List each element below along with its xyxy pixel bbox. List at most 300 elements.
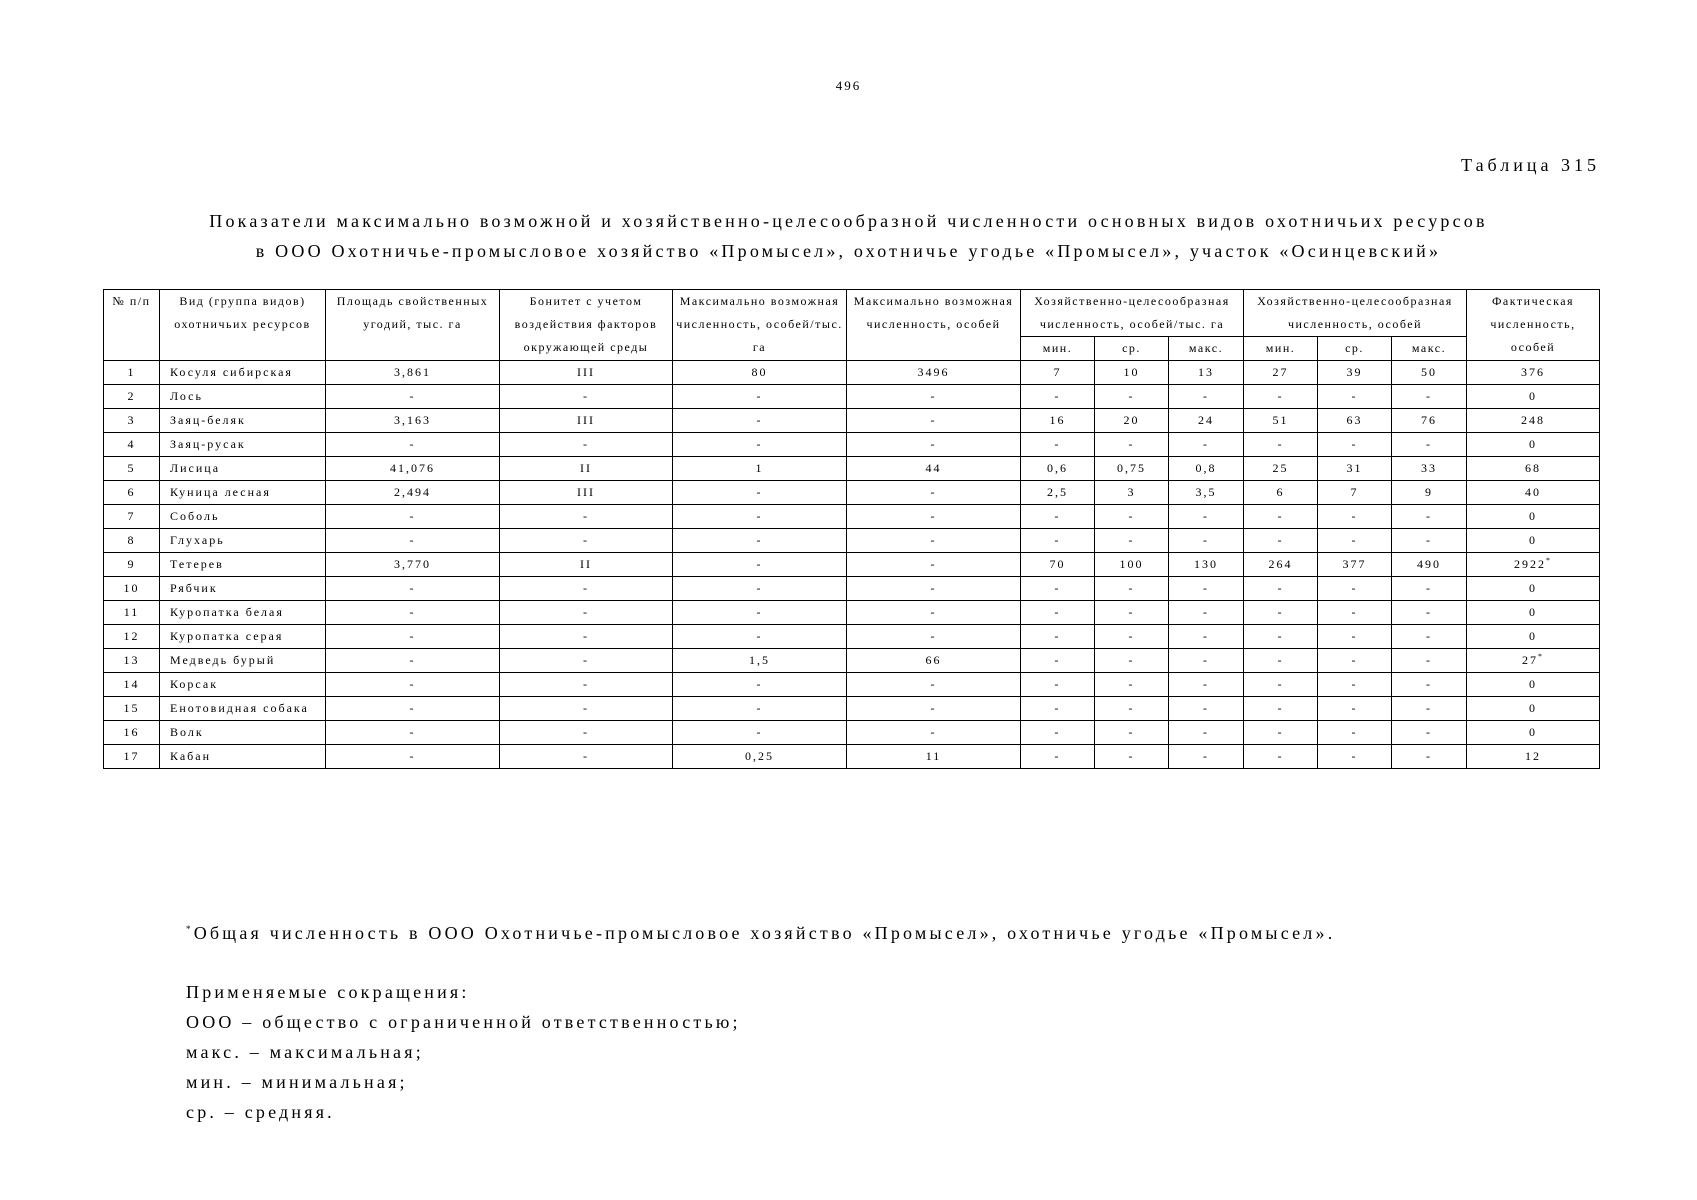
cell-density-avg-value: 20 xyxy=(1123,413,1140,427)
cell-density-min xyxy=(1021,721,1095,745)
header-area: Площадь свойственных угодий, тыс. га xyxy=(326,290,500,361)
cell-max-count xyxy=(847,505,1021,529)
cell-num xyxy=(104,649,160,673)
cell-num-value: 14 xyxy=(123,677,140,691)
cell-count-min xyxy=(1244,721,1318,745)
cell-count-min xyxy=(1244,457,1318,481)
cell-count-avg xyxy=(1318,361,1392,385)
cell-area-value: - xyxy=(409,605,416,619)
cell-count-min-value: - xyxy=(1277,677,1284,691)
cell-area xyxy=(326,553,500,577)
cell-count-min xyxy=(1244,745,1318,769)
cell-actual xyxy=(1467,625,1600,649)
abbreviation-item: макс. – максимальная; xyxy=(186,1042,424,1062)
cell-count-avg-value: 39 xyxy=(1346,365,1363,379)
cell-max-count-value: - xyxy=(930,485,937,499)
cell-num-value: 15 xyxy=(123,701,140,715)
cell-count-avg-value: - xyxy=(1351,581,1358,595)
cell-density-max-value: 130 xyxy=(1194,557,1218,571)
cell-max-count xyxy=(847,553,1021,577)
cell-num xyxy=(104,721,160,745)
footnote-mark: * xyxy=(186,924,194,934)
cell-max-count xyxy=(847,673,1021,697)
cell-max-density-value: - xyxy=(756,701,763,715)
cell-density-avg xyxy=(1095,457,1169,481)
cell-area-value: 3,861 xyxy=(394,365,431,379)
cell-count-max xyxy=(1392,649,1467,673)
cell-density-avg-value: - xyxy=(1128,701,1135,715)
cell-max-density-value: - xyxy=(756,629,763,643)
cell-bonitet xyxy=(500,457,673,481)
cell-density-max-value: 0,8 xyxy=(1195,461,1217,475)
cell-max-count-value: 44 xyxy=(925,461,942,475)
abbreviation-item: ООО – общество с ограниченной ответственностью; xyxy=(186,1012,741,1032)
cell-max-density-value: 0,25 xyxy=(745,749,774,763)
cell-actual-value: 0 xyxy=(1529,629,1538,643)
cell-actual xyxy=(1467,457,1600,481)
cell-density-max-value: - xyxy=(1203,725,1209,739)
cell-density-min-value: - xyxy=(1054,533,1061,547)
cell-density-min-value: - xyxy=(1054,437,1061,451)
header-density-max: макс. xyxy=(1169,337,1244,361)
cell-count-min xyxy=(1244,409,1318,433)
cell-max-density xyxy=(673,697,847,721)
cell-count-min-value: - xyxy=(1277,437,1284,451)
cell-num xyxy=(104,553,160,577)
cell-count-avg xyxy=(1318,745,1392,769)
cell-count-min-value: - xyxy=(1277,725,1284,739)
cell-species xyxy=(160,649,326,673)
cell-species xyxy=(160,697,326,721)
cell-density-max-value: - xyxy=(1203,749,1209,763)
cell-max-density xyxy=(673,505,847,529)
cell-density-max xyxy=(1169,553,1244,577)
cell-count-min-value: - xyxy=(1277,581,1284,595)
cell-area-value: - xyxy=(409,725,416,739)
cell-count-max xyxy=(1392,481,1467,505)
table-row xyxy=(104,721,1600,745)
cell-bonitet xyxy=(500,673,673,697)
cell-bonitet xyxy=(500,505,673,529)
cell-num xyxy=(104,385,160,409)
cell-actual-value: 0 xyxy=(1529,725,1538,739)
cell-density-avg xyxy=(1095,385,1169,409)
cell-density-avg-value: 3 xyxy=(1127,485,1136,499)
cell-density-avg xyxy=(1095,505,1169,529)
cell-density-min xyxy=(1021,433,1095,457)
cell-count-avg xyxy=(1318,553,1392,577)
cell-count-min xyxy=(1244,361,1318,385)
table-row xyxy=(104,481,1600,505)
cell-density-max xyxy=(1169,481,1244,505)
cell-area xyxy=(326,697,500,721)
cell-density-min-value: - xyxy=(1054,581,1061,595)
cell-max-count-value: - xyxy=(930,437,937,451)
cell-max-density-value: - xyxy=(756,557,763,571)
cell-count-avg xyxy=(1318,481,1392,505)
cell-num xyxy=(104,577,160,601)
cell-density-avg-value: - xyxy=(1128,581,1135,595)
header-count-max: макс. xyxy=(1392,337,1467,361)
cell-area xyxy=(326,721,500,745)
cell-area-value: 2,494 xyxy=(394,485,431,499)
cell-density-avg-value: - xyxy=(1128,629,1135,643)
cell-area-value: - xyxy=(409,749,416,763)
cell-actual xyxy=(1467,601,1600,625)
cell-count-max xyxy=(1392,529,1467,553)
cell-area-value: 3,770 xyxy=(394,557,431,571)
cell-bonitet xyxy=(500,577,673,601)
cell-density-min xyxy=(1021,697,1095,721)
cell-num xyxy=(104,433,160,457)
cell-actual-value: 68 xyxy=(1525,461,1542,475)
cell-actual xyxy=(1467,529,1600,553)
cell-max-density-value: - xyxy=(756,389,763,403)
cell-actual xyxy=(1467,505,1600,529)
cell-count-min-value: - xyxy=(1277,629,1284,643)
cell-density-max-value: - xyxy=(1203,653,1209,667)
cell-density-min-value: - xyxy=(1054,701,1061,715)
cell-count-max-value: - xyxy=(1426,605,1433,619)
header-bonitet: Бонитет с учетом воздействия факторов окружающей среды xyxy=(500,290,673,361)
cell-count-max-value: - xyxy=(1426,629,1433,643)
cell-density-avg xyxy=(1095,361,1169,385)
cell-density-max-value: - xyxy=(1203,389,1209,403)
cell-max-count xyxy=(847,529,1021,553)
cell-actual xyxy=(1467,673,1600,697)
cell-bonitet-value: - xyxy=(583,533,589,547)
cell-bonitet xyxy=(500,601,673,625)
cell-species-value: Куропатка серая xyxy=(170,629,284,643)
cell-species xyxy=(160,625,326,649)
cell-max-count xyxy=(847,721,1021,745)
header-count-avg: ср. xyxy=(1318,337,1392,361)
cell-density-avg xyxy=(1095,721,1169,745)
cell-count-min xyxy=(1244,625,1318,649)
cell-num xyxy=(104,697,160,721)
cell-actual-value: 248 xyxy=(1521,413,1546,427)
cell-max-density-value: - xyxy=(756,485,763,499)
cell-num xyxy=(104,529,160,553)
cell-density-avg xyxy=(1095,649,1169,673)
cell-density-avg xyxy=(1095,529,1169,553)
cell-species-value: Лось xyxy=(170,389,203,403)
cell-max-density-value: - xyxy=(756,413,763,427)
cell-count-min xyxy=(1244,577,1318,601)
cell-species-value: Тетерев xyxy=(170,557,224,571)
cell-max-count xyxy=(847,745,1021,769)
header-count-min: мин. xyxy=(1244,337,1318,361)
cell-max-count xyxy=(847,697,1021,721)
cell-max-density xyxy=(673,745,847,769)
cell-count-min-value: 27 xyxy=(1272,365,1289,379)
cell-count-avg xyxy=(1318,577,1392,601)
cell-count-min-value: 51 xyxy=(1272,413,1289,427)
cell-max-density-value: - xyxy=(756,509,763,523)
header-max-density: Максимально возможная численность, особей/тыс. га xyxy=(673,290,847,361)
cell-count-max xyxy=(1392,745,1467,769)
cell-count-avg-value: - xyxy=(1351,629,1358,643)
cell-density-avg-value: - xyxy=(1128,605,1135,619)
cell-density-min-value: - xyxy=(1054,629,1061,643)
cell-density-avg-value: - xyxy=(1128,725,1135,739)
cell-density-min xyxy=(1021,481,1095,505)
cell-count-avg-value: - xyxy=(1351,389,1358,403)
table-body xyxy=(104,361,1600,769)
footnote-reference: * xyxy=(1546,556,1553,565)
abbreviations xyxy=(186,977,741,1127)
cell-density-min-value: - xyxy=(1054,749,1061,763)
cell-density-max xyxy=(1169,457,1244,481)
cell-area-value: - xyxy=(409,629,416,643)
cell-density-max xyxy=(1169,529,1244,553)
cell-species-value: Заяц-беляк xyxy=(170,413,246,427)
table-row xyxy=(104,361,1600,385)
cell-density-min xyxy=(1021,505,1095,529)
cell-density-max-value: - xyxy=(1203,533,1209,547)
cell-density-avg-value: - xyxy=(1128,389,1135,403)
cell-max-density-value: - xyxy=(756,437,763,451)
cell-density-max-value: - xyxy=(1203,509,1209,523)
cell-density-max-value: - xyxy=(1203,581,1209,595)
cell-area xyxy=(326,625,500,649)
cell-num xyxy=(104,481,160,505)
table-row xyxy=(104,433,1600,457)
cell-max-count xyxy=(847,433,1021,457)
cell-density-max-value: - xyxy=(1203,629,1209,643)
cell-density-min xyxy=(1021,601,1095,625)
cell-species xyxy=(160,361,326,385)
cell-max-count-value: - xyxy=(930,557,937,571)
cell-num-value: 9 xyxy=(127,557,136,571)
footnote xyxy=(186,923,1335,944)
cell-count-min-value: - xyxy=(1277,389,1284,403)
cell-area xyxy=(326,505,500,529)
cell-density-avg xyxy=(1095,697,1169,721)
cell-num xyxy=(104,673,160,697)
cell-bonitet-value: II xyxy=(580,557,592,571)
cell-max-count-value: - xyxy=(930,509,937,523)
cell-species xyxy=(160,553,326,577)
cell-max-density xyxy=(673,577,847,601)
cell-bonitet-value: III xyxy=(577,485,595,499)
cell-count-min xyxy=(1244,649,1318,673)
cell-density-max-value: 24 xyxy=(1198,413,1214,427)
cell-species-value: Енотовидная собака xyxy=(170,701,309,715)
cell-species xyxy=(160,385,326,409)
table-row xyxy=(104,505,1600,529)
cell-num xyxy=(104,601,160,625)
cell-count-max xyxy=(1392,601,1467,625)
cell-density-min xyxy=(1021,361,1095,385)
cell-species xyxy=(160,457,326,481)
header-species: Вид (группа видов) охотничьих ресурсов xyxy=(160,290,326,361)
cell-bonitet xyxy=(500,529,673,553)
cell-count-max-value: - xyxy=(1426,701,1433,715)
cell-density-min xyxy=(1021,673,1095,697)
cell-density-avg xyxy=(1095,625,1169,649)
cell-density-max xyxy=(1169,697,1244,721)
cell-species-value: Куропатка белая xyxy=(170,605,284,619)
cell-count-avg-value: 7 xyxy=(1350,485,1359,499)
table-row xyxy=(104,409,1600,433)
cell-actual xyxy=(1467,553,1600,577)
cell-density-max-value: 13 xyxy=(1198,365,1214,379)
cell-bonitet xyxy=(500,745,673,769)
cell-actual xyxy=(1467,745,1600,769)
abbreviation-item: мин. – минимальная; xyxy=(186,1072,408,1092)
cell-area-value: - xyxy=(409,437,416,451)
cell-density-max xyxy=(1169,625,1244,649)
cell-density-avg xyxy=(1095,481,1169,505)
cell-count-min-value: - xyxy=(1277,605,1284,619)
cell-count-avg xyxy=(1318,457,1392,481)
cell-species-value: Кабан xyxy=(170,749,212,763)
cell-density-min-value: 7 xyxy=(1053,365,1062,379)
cell-max-count-value: 3496 xyxy=(917,365,950,379)
cell-count-avg-value: - xyxy=(1351,725,1358,739)
header-econ-count: Хозяйственно-целесообразная численность, особей xyxy=(1244,290,1467,337)
cell-count-min xyxy=(1244,505,1318,529)
cell-num xyxy=(104,409,160,433)
cell-bonitet xyxy=(500,721,673,745)
cell-density-min-value: - xyxy=(1054,605,1061,619)
cell-max-density xyxy=(673,553,847,577)
cell-max-count-value: - xyxy=(930,677,937,691)
cell-density-max xyxy=(1169,409,1244,433)
cell-species xyxy=(160,601,326,625)
cell-bonitet-value: - xyxy=(583,629,589,643)
cell-max-count-value: 66 xyxy=(925,653,942,667)
table-label: Таблица 315 xyxy=(1461,155,1600,175)
cell-species-value: Рябчик xyxy=(170,581,218,595)
cell-species xyxy=(160,409,326,433)
cell-area-value: 41,076 xyxy=(390,461,435,475)
cell-max-density xyxy=(673,457,847,481)
cell-num-value: 7 xyxy=(127,509,136,523)
cell-max-count-value: 11 xyxy=(925,749,942,763)
page-number: 496 xyxy=(835,78,862,93)
cell-density-min xyxy=(1021,577,1095,601)
cell-density-min xyxy=(1021,409,1095,433)
cell-density-max xyxy=(1169,505,1244,529)
cell-actual xyxy=(1467,409,1600,433)
cell-num-value: 16 xyxy=(123,725,140,739)
cell-count-max-value: - xyxy=(1426,389,1433,403)
cell-density-max-value: 3,5 xyxy=(1195,485,1217,499)
cell-max-density-value: 1,5 xyxy=(749,653,770,667)
cell-species-value: Лисица xyxy=(170,461,221,475)
cell-density-max-value: - xyxy=(1203,437,1209,451)
cell-area-value: - xyxy=(409,677,416,691)
cell-bonitet-value: - xyxy=(583,653,589,667)
cell-count-avg-value: 63 xyxy=(1346,413,1363,427)
cell-count-avg xyxy=(1318,721,1392,745)
cell-max-density xyxy=(673,649,847,673)
cell-max-density xyxy=(673,409,847,433)
cell-actual xyxy=(1467,721,1600,745)
cell-max-count xyxy=(847,385,1021,409)
cell-count-avg-value: 377 xyxy=(1342,557,1367,571)
cell-count-avg-value: - xyxy=(1351,653,1358,667)
cell-count-min xyxy=(1244,529,1318,553)
cell-max-density-value: 1 xyxy=(755,461,764,475)
cell-actual xyxy=(1467,433,1600,457)
cell-count-min-value: 25 xyxy=(1272,461,1289,475)
cell-max-count xyxy=(847,457,1021,481)
cell-num-value: 11 xyxy=(123,605,140,619)
cell-density-min-value: 16 xyxy=(1049,413,1066,427)
cell-count-avg-value: 31 xyxy=(1346,461,1363,475)
cell-num-value: 2 xyxy=(127,389,136,403)
cell-actual xyxy=(1467,577,1600,601)
cell-bonitet xyxy=(500,385,673,409)
cell-density-min xyxy=(1021,625,1095,649)
cell-count-max xyxy=(1392,385,1467,409)
cell-actual-value: 0 xyxy=(1529,389,1538,403)
cell-count-max-value: 76 xyxy=(1421,413,1438,427)
cell-actual-value: 12 xyxy=(1525,749,1542,763)
cell-density-avg-value: 0,75 xyxy=(1117,461,1146,475)
cell-species xyxy=(160,673,326,697)
cell-max-density xyxy=(673,721,847,745)
cell-count-min xyxy=(1244,433,1318,457)
cell-count-max-value: - xyxy=(1426,533,1433,547)
cell-density-min-value: 70 xyxy=(1049,557,1066,571)
cell-bonitet-value: - xyxy=(583,581,589,595)
cell-max-count xyxy=(847,649,1021,673)
cell-count-max xyxy=(1392,673,1467,697)
cell-num-value: 6 xyxy=(127,485,136,499)
cell-count-max-value: 490 xyxy=(1417,557,1442,571)
table-row xyxy=(104,577,1600,601)
cell-count-avg xyxy=(1318,529,1392,553)
cell-max-count-value: - xyxy=(930,389,937,403)
cell-count-max xyxy=(1392,625,1467,649)
cell-area xyxy=(326,481,500,505)
cell-species-value: Соболь xyxy=(170,509,220,523)
cell-max-count xyxy=(847,577,1021,601)
cell-count-avg-value: - xyxy=(1351,605,1358,619)
cell-actual-value: 0 xyxy=(1529,581,1538,595)
table-row xyxy=(104,457,1600,481)
cell-area xyxy=(326,601,500,625)
cell-density-max xyxy=(1169,721,1244,745)
cell-count-max-value: - xyxy=(1426,653,1433,667)
cell-actual-value: 376 xyxy=(1521,365,1546,379)
cell-max-density xyxy=(673,361,847,385)
title-line-2: в ООО Охотничье-промысловое хозяйство «Промысел», охотничье угодье «Промысел», участок «Осинцевский» xyxy=(255,241,1442,261)
cell-max-density xyxy=(673,433,847,457)
cell-count-min-value: - xyxy=(1277,653,1284,667)
title-line-1: Показатели максимально возможной и хозяйственно-целесообразной численности основных видов охотничьих ресурсов xyxy=(209,211,1488,231)
header-density-min: мин. xyxy=(1021,337,1095,361)
cell-density-max xyxy=(1169,385,1244,409)
cell-actual xyxy=(1467,481,1600,505)
cell-density-min-value: 0,6 xyxy=(1047,461,1068,475)
header-density-avg: ср. xyxy=(1095,337,1169,361)
cell-num xyxy=(104,457,160,481)
cell-count-max-value: 9 xyxy=(1425,485,1434,499)
cell-species xyxy=(160,577,326,601)
cell-bonitet-value: - xyxy=(583,701,589,715)
cell-max-count-value: - xyxy=(930,725,937,739)
cell-density-max-value: - xyxy=(1203,605,1209,619)
cell-actual-value: 0 xyxy=(1529,605,1538,619)
cell-num-value: 3 xyxy=(127,413,136,427)
cell-bonitet xyxy=(500,433,673,457)
cell-area-value: - xyxy=(409,653,416,667)
